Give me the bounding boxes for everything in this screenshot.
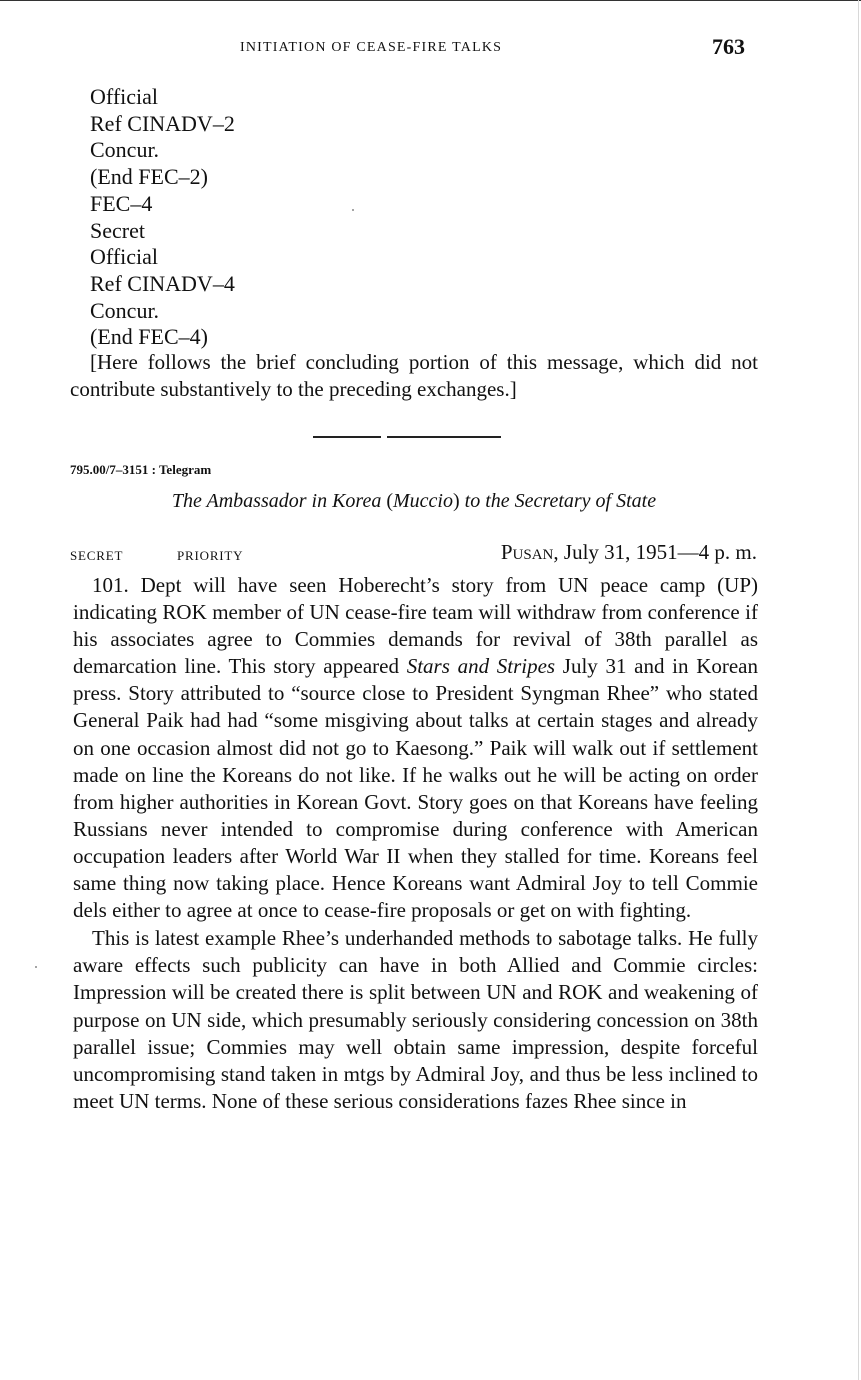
message-line: FEC–4 (90, 190, 153, 216)
priority-label: PRIORITY (177, 548, 244, 563)
publication-title: Stars and Stripes (406, 654, 556, 679)
running-head: INITIATION OF CEASE-FIRE TALKS (240, 40, 503, 55)
message-line: Ref CINADV–2 (90, 110, 235, 136)
document-file-id: 795.00/7–3151 : Telegram (70, 462, 212, 477)
message-line: Secret (90, 217, 145, 243)
editorial-note: [Here follows the brief concluding portion of this message, which did not contribute substantively to the preceding exchanges.] (70, 350, 758, 401)
dateline-date: July 31, 1951—4 p. m. (563, 540, 757, 564)
title-recipient: to the Secretary of State (464, 490, 657, 512)
title-paren-open: ( (386, 490, 394, 512)
dateline-place: Pusan, (500, 540, 559, 564)
dateline (501, 540, 757, 565)
message-line: (End FEC–2) (90, 164, 208, 190)
body-paragraph: This is latest example Rhee’s underhanded methods to sabotage talks. He fully aware effects such publicity can have in both Allied and Commie circles: Impression will be created there is split between UN and ROK and weakening of purpose on UN side, which presumably seriously considering concession on 38th parallel issue; Commies may well obtain same impression, despite forceful uncompromising stand taken in mtgs by Admiral Joy, and thus be less inclined to meet UN terms. None of these serious considerations fazes Rhee since in (73, 926, 758, 1113)
print-speck (352, 209, 354, 211)
message-line: (End FEC–4) (90, 324, 208, 350)
message-line: Official (90, 244, 159, 270)
title-sender: The Ambassador in Korea (171, 490, 382, 512)
message-line: Concur. (90, 137, 160, 163)
message-line: Concur. (90, 297, 160, 323)
message-line: Official (90, 84, 159, 109)
classification-label: SECRET (70, 548, 124, 563)
separator-rule (313, 436, 381, 438)
telegram-body (73, 572, 758, 1115)
message-line: Ref CINADV–4 (90, 270, 235, 296)
page-edge (858, 0, 859, 1380)
document-title (70, 490, 758, 513)
separator-rule (387, 436, 501, 438)
message-lines (90, 84, 235, 351)
title-paren-close: ) (453, 490, 460, 512)
title-name: Muccio (393, 490, 453, 512)
top-border (0, 0, 861, 1)
page-number: 763 (712, 34, 745, 59)
body-paragraph (73, 572, 758, 924)
body-text-run: July 31 and in Korean press. Story attributed to “source close to President Syngman Rhee” who stated General Paik had had “some misgiving about talks at certain stages and already on one occasion almost did not go to Kaesong.” Paik will walk out if settlement made on line the Koreans do not like. If he walks out he will be acting on order from higher authorities in Korean Govt. Story goes on that Koreans have feeling Russians never intended to compromise during conference with American occupation leaders after World War II when they stalled for time. Koreans feel same thing now taking place. Hence Koreans want Admiral Joy to tell Commie dels either to agree at once to cease-fire proposals or get on with fighting. (73, 654, 758, 923)
print-speck (35, 966, 37, 968)
body-text-run: 101. Dept will have seen Hoberecht’s story from UN peace camp (UP) indicating ROK member of UN cease-fire team will withdraw from conference if his associates agree to Commies demands for revival of 38th parallel as demarcation line. This story appeared (73, 573, 758, 679)
